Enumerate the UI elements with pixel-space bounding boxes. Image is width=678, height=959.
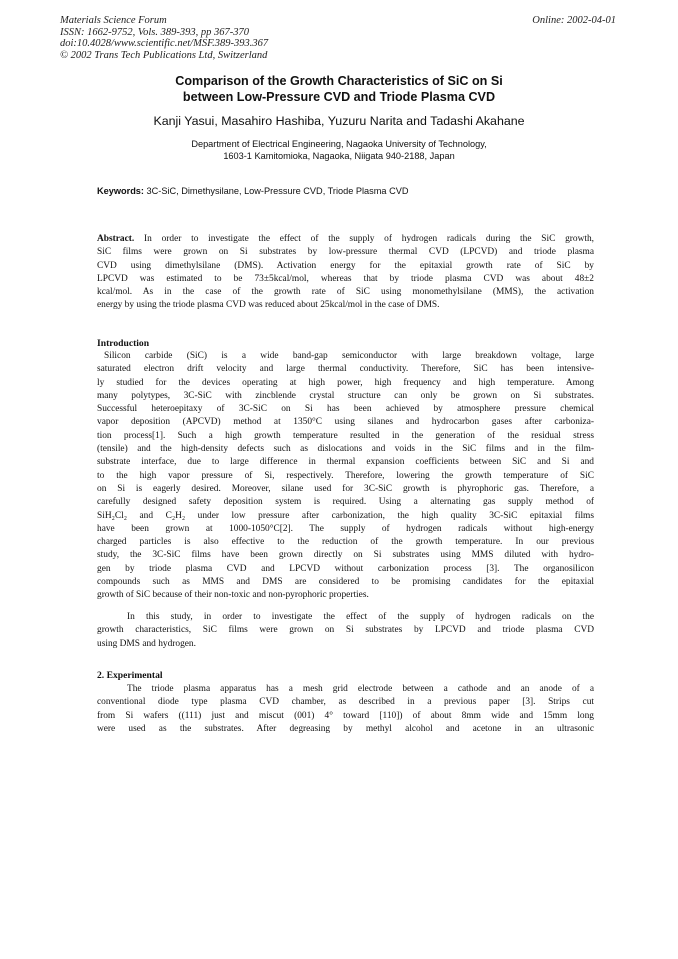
abstract-line: kcal/mol. As in the case of the growth rate of SiC using monomethylsilane (MMS), the activation (97, 287, 594, 298)
intro-line: on Si is eagerly desired. Moreover, silane used for 3C-SiC growth is phyrophoric gas. Therefore, a (97, 483, 594, 494)
abstract-line: LPCVD was estimated to be 73±5kcal/mol, whereas that by triode plasma CVD was about 48±2 (97, 273, 594, 284)
intro-line: (tensile) and the high-density defects such as dislocations and voids in the SiC films and in the film- (97, 444, 594, 455)
experimental-line: were used as the substrates. After degreasing by methyl alcohol and acetone in an ultrasonic (97, 723, 594, 734)
intro-line: using DMS and hydrogen. (97, 638, 196, 649)
keywords-text: 3C-SiC, Dimethysilane, Low-Pressure CVD, Triode Plasma CVD (146, 186, 409, 196)
experimental-line: conventional diode type plasma CVD chamber, as described in a previous paper [3]. Strips cut (97, 697, 594, 708)
intro-line: SiH₂Cl₂ and C₂H₂ under low pressure after carbonization, the high quality 3C-SiC epitaxial films (97, 510, 594, 521)
paper-title (80, 73, 598, 105)
intro-line: In this study, in order to investigate the effect of the supply of hydrogen radicals on the (127, 612, 594, 622)
intro-line: vapor deposition (APCVD) method at 1350°C using silanes and hydrocarbon gases after carboniza- (97, 417, 594, 428)
keywords-label: Keywords: (97, 186, 144, 196)
affiliation-line: Department of Electrical Engineering, Nagaoka University of Technology, (191, 139, 487, 149)
intro-line: Successful heteroepitaxy of 3C-SiC on Si has been achieved by atmosphere pressure chemical (97, 404, 594, 415)
journal-issn: ISSN: 1662-9752, Vols. 389-393, pp 367-370 (60, 26, 249, 38)
introduction-paragraph-1 (97, 350, 594, 603)
affiliation (80, 138, 598, 163)
experimental-paragraph (97, 683, 594, 736)
author-list: Kanji Yasui, Masahiro Hashiba, Yuzuru Narita and Tadashi Akahane (153, 114, 525, 128)
abstract-label: Abstract. (97, 234, 135, 244)
intro-line: ly studied for the devices operating at high power, high frequency and high temperature. Among (97, 377, 594, 388)
abstract-line: Abstract. In order to investigate the effect of the supply of hydrogen radicals during the SiC growth, (97, 234, 595, 244)
keywords (97, 185, 597, 197)
intro-line: saturated electron drift velocity and large thermal conductivity. Therefore, SiC has been intensive- (97, 364, 594, 375)
abstract (97, 233, 594, 313)
experimental-heading: 2. Experimental (97, 670, 163, 681)
abstract-line: CVD using dimethylsilane (DMS). Activation energy for the epitaxial growth rate of SiC by (97, 260, 594, 271)
intro-line: study, the 3C-SiC films have been grown directly on Si substrates using MMS diluted with hydro- (97, 550, 594, 561)
intro-line: substrate interface, due to large difference in thermal expansion coefficients between SiC and Si and (97, 457, 594, 468)
experimental-line: The triode plasma apparatus has a mesh grid electrode between a cathode and an anode of a (127, 684, 594, 694)
title-line: Comparison of the Growth Characteristics of SiC on Si (175, 74, 503, 88)
online-date: Online: 2002-04-01 (532, 15, 616, 26)
journal-doi: doi:10.4028/www.scientific.net/MSF.389-393.367 (60, 38, 269, 50)
intro-line: carefully designed safety deposition system is required. Using a alternating gas supply method of (97, 497, 594, 508)
abstract-line: energy by using the triode plasma CVD was reduced about 25kcal/mol in the case of DMS. (97, 300, 440, 311)
intro-line: tion process[1]. Such a high growth temperature resulted in the generation of the residual stress (97, 430, 594, 441)
intro-line: Silicon carbide (SiC) is a wide band-gap semiconductor with large breakdown voltage, large (104, 351, 594, 361)
journal-name: Materials Science Forum (60, 15, 167, 26)
title-line: between Low-Pressure CVD and Triode Plasma CVD (182, 90, 496, 104)
journal-copyright: © 2002 Trans Tech Publications Ltd, Switzerland (60, 49, 268, 61)
abstract-line: SiC films were grown on Si substrates by low-pressure thermal CVD (LPCVD) and triode plasma (97, 247, 594, 258)
introduction-paragraph-2 (97, 611, 594, 651)
intro-line: many polytypes, 3C-SiC with zincblende crystal structure can only be grown on Si substrates. (97, 390, 594, 401)
intro-line: have been grown at 1000-1050°C[2]. The supply of hydrogen radicals without high-energy (97, 523, 594, 534)
intro-line: compounds such as MMS and DMS are considered to be promising candidates for the epitaxial (97, 577, 594, 588)
intro-line: to the high vapor pressure of Si, respectively. Therefore, lowering the growth temperature of SiC (97, 470, 594, 481)
experimental-line: from Si wafers ((111) just and miscut (001) 4° toward [110]) of about 8mm wide and 15mm long (97, 710, 594, 721)
journal-header (60, 15, 420, 61)
introduction-heading: Introduction (97, 338, 150, 349)
intro-line: gen by triode plasma CVD and LPCVD without carbonization process [3]. The organosilicon (97, 563, 594, 574)
intro-line: charged particles is also effective to the reduction of the growth temperature. In our previous (97, 537, 594, 548)
intro-line: growth of SiC because of their non-toxic and non-pyrophoric properties. (97, 590, 369, 601)
intro-line: growth characteristics, SiC films were grown on Si substrates by LPCVD and triode plasma CVD (97, 625, 594, 636)
affiliation-line: 1603-1 Kamitomioka, Nagaoka, Niigata 940-2188, Japan (223, 151, 455, 162)
